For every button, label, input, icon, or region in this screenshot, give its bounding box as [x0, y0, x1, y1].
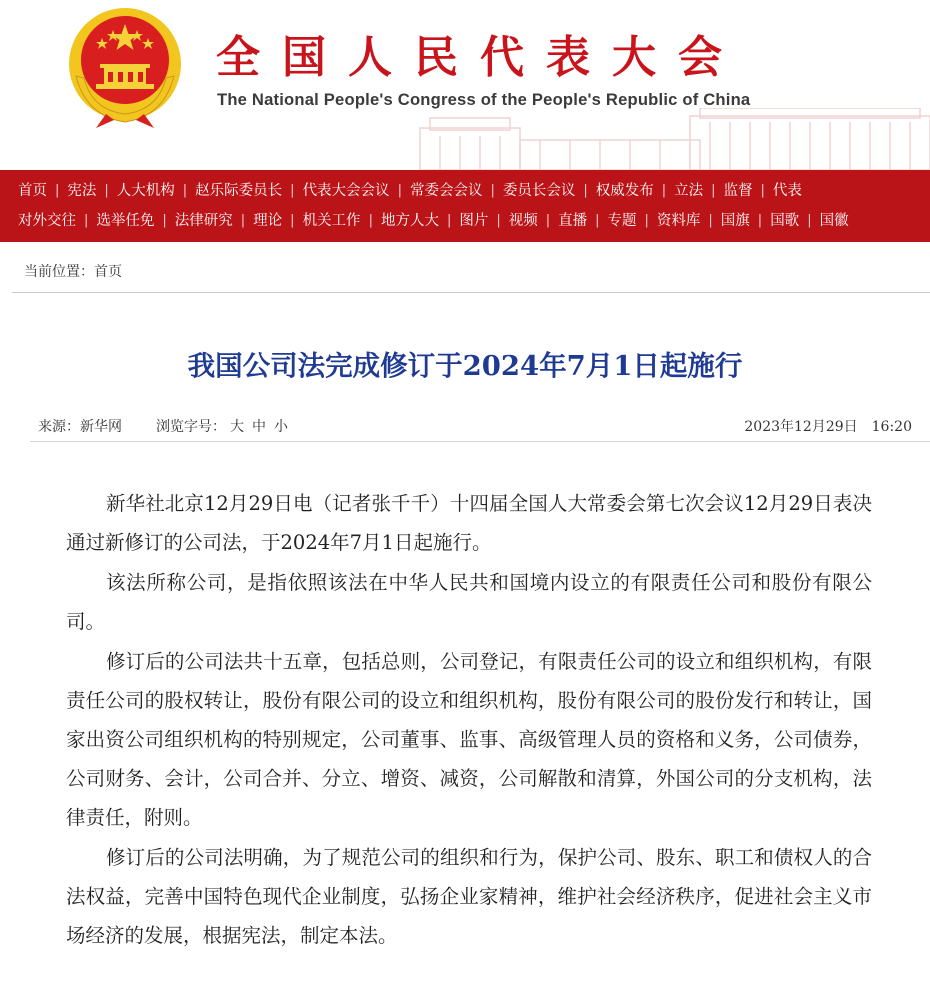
nav-item-row1-2[interactable]: 人大机构 — [116, 183, 175, 199]
nav-item-row2-11[interactable]: 国旗 — [720, 213, 750, 229]
nav-item-row1-7[interactable]: 权威发布 — [595, 183, 654, 199]
publish-time: 16:20 — [871, 419, 912, 435]
font-size-small-button[interactable]: 小 — [274, 419, 288, 435]
source-value: 新华网 — [80, 419, 122, 435]
nav-item-row1-8[interactable]: 立法 — [674, 183, 704, 199]
nav-item-row2-0[interactable]: 对外交往 — [18, 213, 76, 229]
nav-item-row2-7[interactable]: 视频 — [508, 213, 538, 229]
nav-item-row1-0[interactable]: 首页 — [18, 183, 47, 199]
breadcrumb-label: 当前位置： — [24, 264, 94, 280]
nav-item-row1-10[interactable]: 代表 — [772, 183, 802, 199]
nav-separator: | — [240, 213, 246, 228]
site-title-cn[interactable]: 全国人民代表大会 — [216, 32, 744, 83]
nav-item-row2-3[interactable]: 理论 — [253, 213, 283, 229]
nav-item-row1-9[interactable]: 监督 — [723, 183, 753, 199]
article-meta — [38, 414, 920, 440]
site-header — [0, 0, 930, 170]
publish-date: 2023年12月29日 — [744, 419, 858, 435]
main-nav — [0, 170, 930, 242]
great-hall-illustration — [400, 108, 930, 170]
nav-item-row1-6[interactable]: 委员长会议 — [502, 183, 576, 199]
nav-row-1 — [18, 178, 802, 204]
nav-separator: | — [807, 213, 812, 228]
article-paragraph: 修订后的公司法明确，为了规范公司的组织和行为，保护公司、股东、职工和债权人的合法权益，完善中国特色现代企业制度，弘扬企业家精神，维护社会经济秩序，促进社会主义市场经济的发展，根据宪法，制定本法。 — [66, 846, 872, 947]
font-size-label: 浏览字号： — [156, 419, 226, 435]
nav-item-row2-13[interactable]: 国徽 — [819, 213, 849, 229]
nav-separator: | — [490, 183, 495, 198]
nav-separator: | — [760, 183, 765, 198]
font-size-large-button[interactable]: 大 — [230, 419, 244, 435]
nav-separator: | — [84, 213, 89, 228]
source-label: 来源： — [38, 419, 80, 435]
nav-separator: | — [162, 213, 167, 228]
nav-row-2 — [18, 208, 849, 234]
nav-item-row2-9[interactable]: 专题 — [607, 213, 637, 229]
nav-item-row2-5[interactable]: 地方人大 — [380, 213, 439, 229]
nav-separator: | — [708, 213, 713, 228]
nav-item-row1-3[interactable]: 赵乐际委员长 — [195, 183, 283, 199]
nav-separator: | — [545, 213, 551, 228]
nav-item-row1-5[interactable]: 常委会会议 — [409, 183, 483, 199]
nav-separator: | — [757, 213, 763, 228]
breadcrumb — [24, 260, 122, 284]
article-paragraph: 该法所称公司，是指依照该法在中华人民共和国境内设立的有限责任公司和股份有限公司。 — [66, 571, 872, 633]
article-body — [66, 484, 872, 994]
nav-separator: | — [496, 213, 501, 228]
nav-item-row2-6[interactable]: 图片 — [459, 213, 489, 229]
nav-separator: | — [290, 213, 295, 228]
nav-item-row2-2[interactable]: 法律研究 — [174, 213, 233, 229]
nav-separator: | — [583, 183, 588, 198]
breadcrumb-home-link[interactable]: 首页 — [94, 264, 122, 280]
nav-item-row1-4[interactable]: 代表大会会议 — [302, 183, 390, 199]
nav-separator: | — [446, 213, 452, 228]
divider — [30, 441, 930, 442]
site-title-en: The National People's Congress of the People's Republic of China — [217, 90, 751, 109]
nav-item-row2-10[interactable]: 资料库 — [656, 213, 701, 229]
article-title: 我国公司法完成修订于2024年7月1日起施行 — [187, 350, 743, 382]
nav-item-row2-4[interactable]: 机关工作 — [302, 213, 361, 229]
nav-separator: | — [595, 213, 600, 228]
nav-separator: | — [711, 183, 716, 198]
nav-item-row1-1[interactable]: 宪法 — [67, 183, 97, 199]
article-paragraph: 新华社北京12月29日电（记者张千千）十四届全国人大常委会第七次会议12月29日表决通过新修订的公司法，于2024年7月1日起施行。 — [66, 492, 872, 554]
nav-separator: | — [104, 183, 109, 198]
nav-separator: | — [290, 183, 295, 198]
nav-item-row2-12[interactable]: 国歌 — [770, 213, 800, 229]
nav-separator: | — [397, 183, 402, 198]
font-size-medium-button[interactable]: 中 — [252, 419, 266, 435]
nav-separator: | — [55, 183, 60, 198]
nav-separator: | — [182, 183, 188, 198]
nav-separator: | — [368, 213, 373, 228]
nav-item-row2-1[interactable]: 选举任免 — [96, 213, 155, 229]
nav-separator: | — [644, 213, 649, 228]
nav-item-row2-8[interactable]: 直播 — [558, 213, 588, 229]
article-paragraph: 修订后的公司法共十五章，包括总则，公司登记，有限责任公司的设立和组织机构，有限责任公司的股权转让，股份有限公司的设立和组织机构，股份有限公司的股份发行和转让，国家出资公司组织机构的特别规定，公司董事、监事、高级管理人员的资格和义务，公司债券，公司财务、会计，公司合并、分立、增资、减资，公司解散和清算，外国公司的分支机构，法律责任，附则。 — [66, 650, 872, 829]
national-emblem-icon — [66, 6, 184, 130]
divider — [12, 292, 930, 293]
nav-separator: | — [661, 183, 667, 198]
